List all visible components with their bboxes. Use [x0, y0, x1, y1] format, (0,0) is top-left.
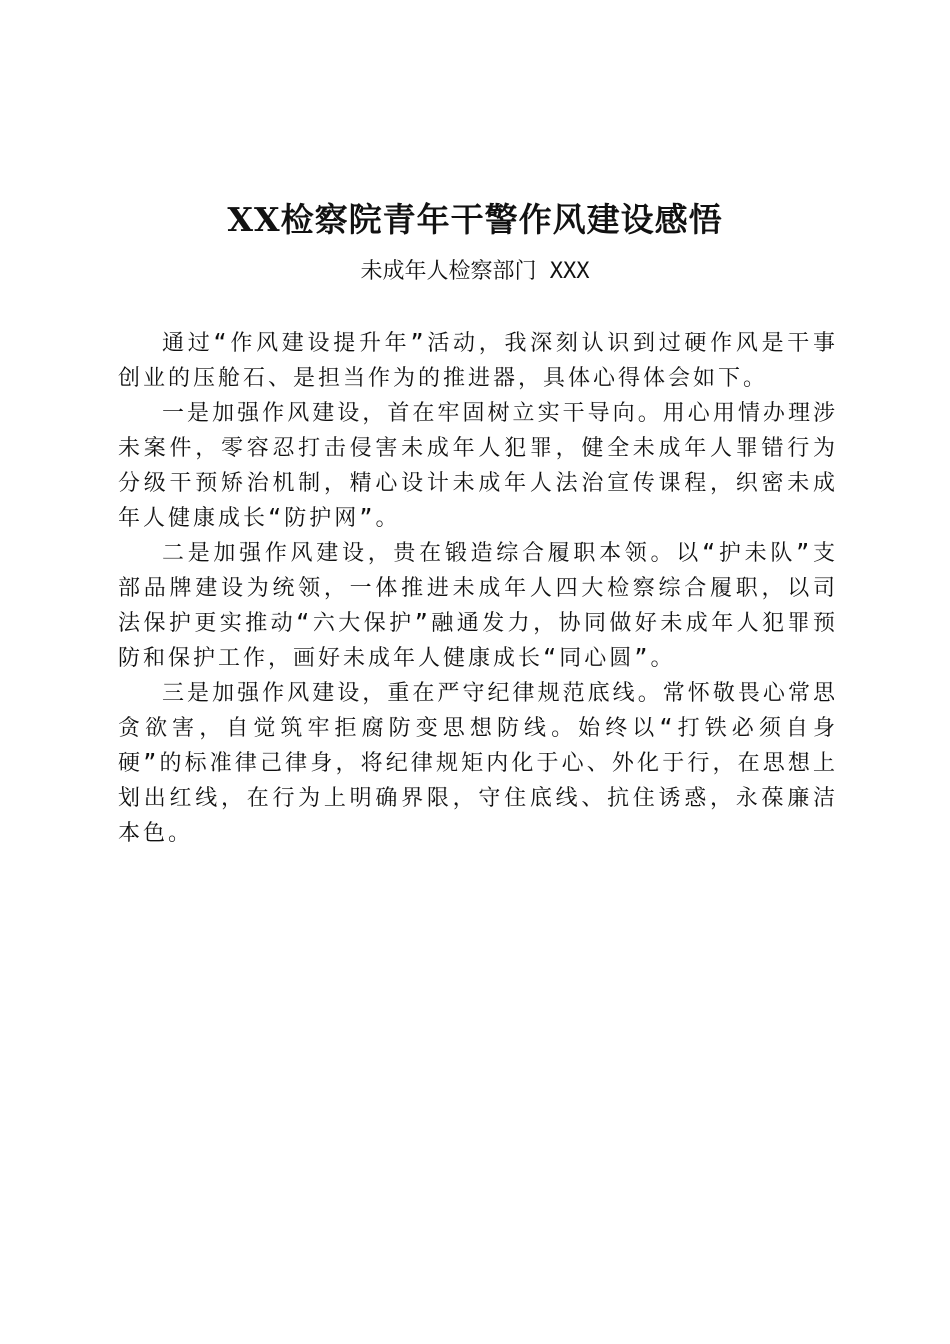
- paragraph-point-one: 一是加强作风建设，首在牢固树立实干导向。用心用情办理涉未案件，零容忍打击侵害未成年人犯罪，健全未成年人罪错行为分级干预矫治机制，精心设计未成年人法治宣传课程，织密未成年人健康成长“防护网”。: [118, 401, 838, 531]
- document-author: 未成年人检察部门 XXX: [360, 259, 590, 284]
- paragraph-point-two: 二是加强作风建设，贵在锻造综合履职本领。以“护未队”支部品牌建设为统领，一体推进未成年人四大检察综合履职，以司法保护更实推动“六大保护”融通发力，协同做好未成年人犯罪预防和保护工作，画好未成年人健康成长“同心圆”。: [118, 541, 838, 671]
- paragraph-intro: 通过“作风建设提升年”活动，我深刻认识到过硬作风是干事创业的压舱石、是担当作为的推进器，具体心得体会如下。: [118, 331, 838, 391]
- document-title: XX检察院青年干警作风建设感悟: [227, 200, 723, 239]
- document-body: [118, 326, 838, 851]
- paragraph-point-three: 三是加强作风建设，重在严守纪律规范底线。常怀敬畏心常思贪欲害，自觉筑牢拒腐防变思想防线。始终以“打铁必须自身硬”的标准律己律身，将纪律规矩内化于心、外化于行，在思想上划出红线，在行为上明确界限，守住底线、抗住诱惑，永葆廉洁本色。: [118, 681, 838, 846]
